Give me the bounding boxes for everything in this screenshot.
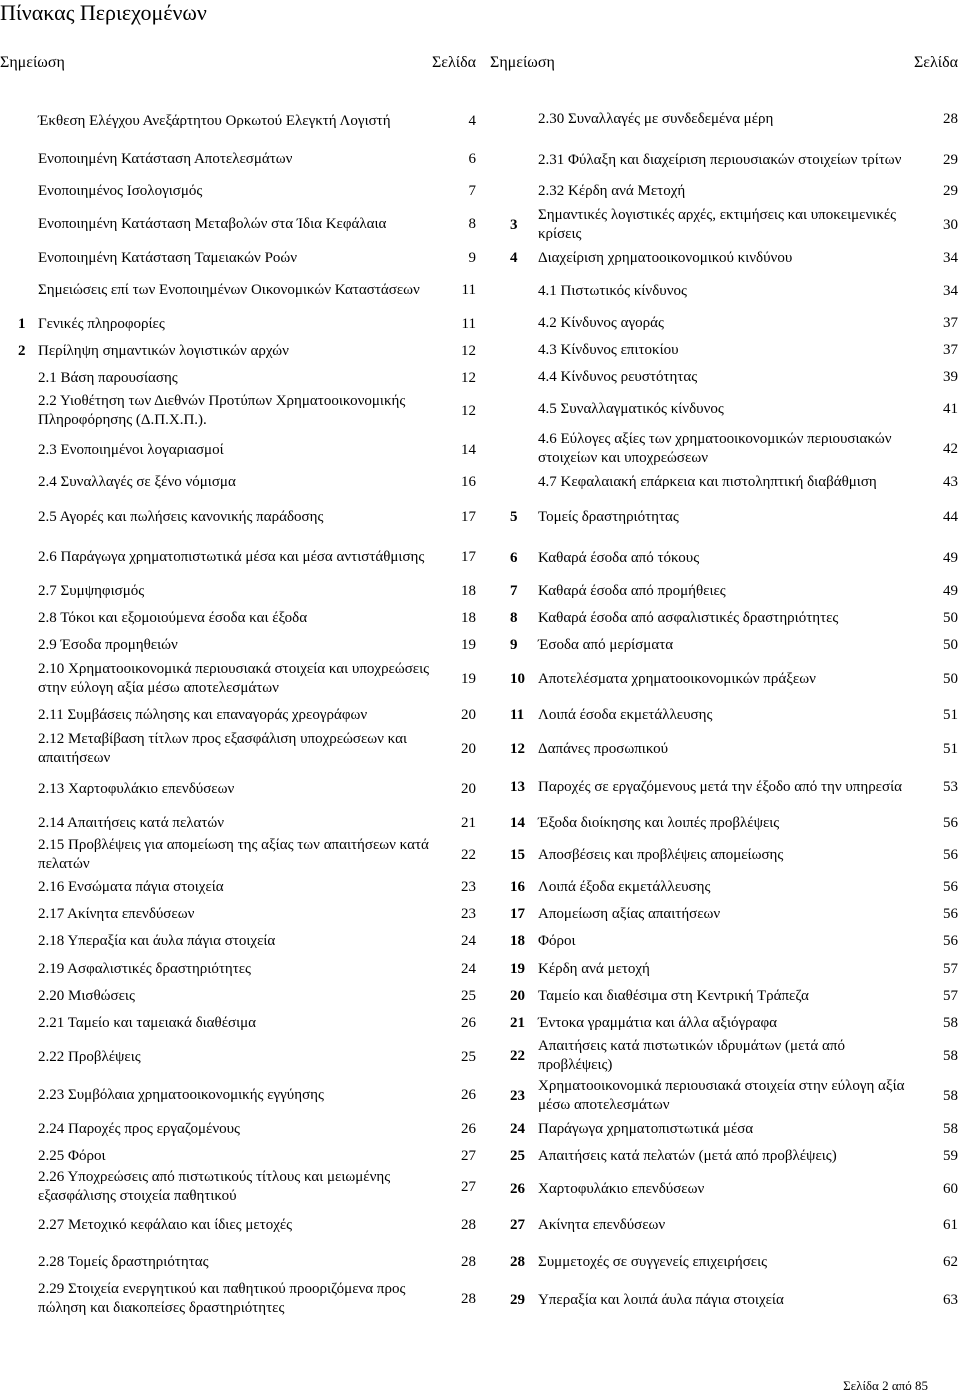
toc-entry[interactable] xyxy=(510,985,958,1007)
toc-entry-page: 11 xyxy=(461,281,476,298)
toc-entry[interactable] xyxy=(510,547,958,569)
toc-entry-page: 28 xyxy=(943,110,958,127)
toc-entry[interactable] xyxy=(510,930,958,952)
toc-entry[interactable] xyxy=(510,506,958,528)
toc-entry-title: Τομείς δραστηριότητας xyxy=(538,508,679,525)
page-title: Πίνακας Περιεχομένων xyxy=(0,0,207,25)
toc-entry-page: 49 xyxy=(943,549,958,566)
toc-entry-page: 58 xyxy=(943,1087,958,1104)
toc-entry[interactable] xyxy=(510,108,958,130)
toc-entry[interactable] xyxy=(0,392,476,430)
toc-entry-title: Ενοποιημένη Κατάσταση Αποτελεσμάτων xyxy=(38,150,293,167)
toc-entry-page: 49 xyxy=(943,582,958,599)
toc-entry-title: Σημαντικές λογιστικές αρχές, εκτιμήσεις και υποκειμενικές κρίσεις xyxy=(538,207,897,242)
note-column-label: Σημείωση xyxy=(490,54,555,71)
toc-entry-page: 61 xyxy=(943,1216,958,1233)
toc-entry-title: 2.31 Φύλαξη και διαχείριση περιουσιακών στοιχείων τρίτων xyxy=(538,151,902,168)
toc-entry-number: 19 xyxy=(510,960,525,977)
toc-entry-title: 2.16 Ενσώματα πάγια στοιχεία xyxy=(38,878,224,895)
toc-entry[interactable] xyxy=(0,1251,476,1273)
toc-entry-page: 56 xyxy=(943,932,958,949)
toc-entry[interactable] xyxy=(510,903,958,925)
toc-entry-page: 23 xyxy=(461,905,476,922)
toc-entry-title: 2.19 Ασφαλιστικές δραστηριότητες xyxy=(38,960,251,977)
toc-entry-page: 63 xyxy=(943,1291,958,1308)
toc-entry[interactable] xyxy=(0,876,476,898)
toc-entry-page: 58 xyxy=(943,1047,958,1064)
toc-entry-title: 2.3 Ενοποιημένοι λογαριασμοί xyxy=(38,441,224,458)
toc-entry-title: 2.32 Κέρδη ανά Μετοχή xyxy=(538,182,686,199)
toc-entry[interactable] xyxy=(510,844,958,866)
toc-entry[interactable] xyxy=(0,439,476,461)
toc-entry-page: 51 xyxy=(943,706,958,723)
toc-entry-title: 2.13 Χαρτοφυλάκιο επενδύσεων xyxy=(38,780,235,797)
toc-entry-page: 25 xyxy=(461,1048,476,1065)
toc-entry-title: Καθαρά έσοδα από προμήθειες xyxy=(538,582,726,599)
toc-entry-page: 28 xyxy=(461,1290,476,1307)
toc-entry-title: 2.26 Υποχρεώσεις από πιστωτικούς τίτλους και μειωμένης εξασφάλισης στοιχεία παθητικού xyxy=(38,1169,391,1204)
toc-entry-title: 2.12 Μεταβίβαση τίτλων προς εξασφάλιση υποχρεώσεων και απαιτήσεων xyxy=(38,731,408,766)
toc-entry-title: 2.8 Τόκοι και εξομοιούμενα έσοδα και έξοδα xyxy=(38,609,308,626)
toc-entry-page: 56 xyxy=(943,878,958,895)
toc-entry-page: 7 xyxy=(468,182,476,199)
toc-entry-title: Δαπάνες προσωπικού xyxy=(538,740,668,757)
toc-entry-title: Αποτελέσματα χρηματοοικονομικών πράξεων xyxy=(538,670,816,687)
toc-entry[interactable] xyxy=(0,1145,476,1167)
toc-entry[interactable] xyxy=(510,607,958,629)
toc-entry[interactable] xyxy=(0,776,476,802)
toc-entry-page: 20 xyxy=(461,740,476,757)
toc-entry-page: 53 xyxy=(943,778,958,795)
toc-entry[interactable] xyxy=(510,141,958,179)
toc-entry-page: 57 xyxy=(943,987,958,1004)
toc-entry-number: 25 xyxy=(510,1147,525,1164)
toc-entry[interactable] xyxy=(0,1280,476,1318)
toc-entry-title: 2.2 Υιοθέτηση των Διεθνών Προτύπων Χρηματοοικονομικής Πληροφόρησης (Δ.Π.Χ.Π.). xyxy=(38,393,406,428)
toc-entry[interactable] xyxy=(0,1214,476,1236)
toc-entry[interactable] xyxy=(0,1084,476,1106)
toc-entry-title: 2.27 Μετοχικό κεφάλαιο και ίδιες μετοχές xyxy=(38,1216,293,1233)
toc-entry-page: 11 xyxy=(461,315,476,332)
toc-entry[interactable] xyxy=(510,1178,958,1200)
toc-entry-title: Ενοποιημένος Ισολογισμός xyxy=(38,182,203,199)
toc-entry-page: 8 xyxy=(468,215,476,232)
toc-entry-page: 24 xyxy=(461,932,476,949)
toc-entry-title: Παροχές σε εργαζόμενους μετά την έξοδο από την υπηρεσία xyxy=(538,778,902,795)
toc-entry-title: Χαρτοφυλάκιο επενδύσεων xyxy=(538,1180,705,1197)
toc-entry[interactable] xyxy=(510,668,958,690)
toc-entry-number: 3 xyxy=(510,216,518,233)
toc-entry-number: 24 xyxy=(510,1120,525,1137)
toc-entry-title: Περίληψη σημαντικών λογιστικών αρχών xyxy=(38,342,289,359)
toc-entry[interactable] xyxy=(510,1214,958,1236)
toc-left-column xyxy=(0,0,476,1395)
toc-entry-title: Σημειώσεις επί των Ενοποιημένων Οικονομικών Καταστάσεων xyxy=(38,281,420,298)
toc-entry-title: 2.17 Ακίνητα επενδύσεων xyxy=(38,905,195,922)
toc-entry[interactable] xyxy=(0,102,476,140)
toc-entry[interactable] xyxy=(0,148,476,170)
toc-entry-number: 26 xyxy=(510,1180,525,1197)
toc-entry[interactable] xyxy=(0,1012,476,1034)
toc-entry-title: Συμμετοχές σε συγγενείς επιχειρήσεις xyxy=(538,1253,768,1270)
toc-entry-number: 15 xyxy=(510,846,525,863)
toc-entry-page: 56 xyxy=(943,814,958,831)
toc-entry-title: 2.5 Αγορές και πωλήσεις κανονικής παράδοσης xyxy=(38,508,324,525)
toc-entry-page: 28 xyxy=(461,1216,476,1233)
toc-entry-page: 56 xyxy=(943,905,958,922)
toc-entry-page: 23 xyxy=(461,878,476,895)
toc-entry-title: Ταμείο και διαθέσιμα στη Κεντρική Τράπεζα xyxy=(538,987,809,1004)
toc-entry-page: 50 xyxy=(943,670,958,687)
toc-entry-page: 34 xyxy=(943,249,958,266)
toc-entry-page: 14 xyxy=(461,441,476,458)
toc-entry[interactable] xyxy=(0,903,476,925)
toc-entry-title: Διαχείριση χρηματοοικονομικού κινδύνου xyxy=(538,249,793,266)
toc-entry-title: Χρηματοοικονομικά περιουσιακά στοιχεία στην εύλογη αξία μέσω αποτελεσμάτων xyxy=(538,1078,905,1113)
toc-entry-title: 4.5 Συναλλαγματικός κίνδυνος xyxy=(538,400,724,417)
toc-entry-title: 2.15 Προβλέψεις για απομείωση της αξίας των απαιτήσεων κατά πελατών xyxy=(38,837,429,872)
toc-entry-title: 2.28 Τομείς δραστηριότητας xyxy=(38,1253,209,1270)
toc-entry-title: 2.23 Συμβόλαια χρηματοοικονομικής εγγύησης xyxy=(38,1086,324,1103)
toc-entry[interactable] xyxy=(510,958,958,980)
toc-entry-title: 2.9 Έσοδα προμηθειών xyxy=(38,636,178,653)
toc-entry-page: 50 xyxy=(943,609,958,626)
toc-entry-title: 4.1 Πιστωτικός κίνδυνος xyxy=(538,282,687,299)
toc-entry[interactable] xyxy=(510,180,958,202)
toc-entry[interactable] xyxy=(510,205,958,245)
toc-entry-page: 18 xyxy=(461,609,476,626)
toc-entry-number: 12 xyxy=(510,740,525,757)
toc-entry[interactable] xyxy=(0,812,476,834)
toc-entry-title: Παράγωγα χρηματοπιστωτικά μέσα xyxy=(538,1120,754,1137)
toc-entry-title: Έσοδα από μερίσματα xyxy=(538,636,674,653)
toc-entry[interactable] xyxy=(510,398,958,420)
toc-entry[interactable] xyxy=(510,1289,958,1311)
toc-entry-page: 39 xyxy=(943,368,958,385)
toc-entry-title: Φόροι xyxy=(538,932,576,949)
toc-entry[interactable] xyxy=(510,1118,958,1140)
toc-entry[interactable] xyxy=(510,876,958,898)
toc-entry-page: 12 xyxy=(461,342,476,359)
toc-entry-page: 19 xyxy=(461,636,476,653)
toc-entry[interactable] xyxy=(510,1012,958,1034)
toc-entry[interactable] xyxy=(510,767,958,807)
toc-entry-title: 2.14 Απαιτήσεις κατά πελατών xyxy=(38,814,225,831)
toc-entry[interactable] xyxy=(510,312,958,334)
page-column-label: Σελίδα xyxy=(913,54,958,71)
toc-entry-title: 2.20 Μισθώσεις xyxy=(38,987,135,1004)
toc-entry-title: 2.11 Συμβάσεις πώλησης και επαναγοράς χρεογράφων xyxy=(38,706,368,723)
toc-entry[interactable] xyxy=(0,1038,476,1076)
toc-entry-title: 4.7 Κεφαλαιακή επάρκεια και πιστοληπτική διαβάθμιση xyxy=(538,473,877,490)
toc-entry-page: 20 xyxy=(461,706,476,723)
toc-entry-title: Απαιτήσεις κατά πελατών (μετά από προβλέψεις) xyxy=(538,1147,837,1164)
toc-entry-page: 30 xyxy=(943,216,958,233)
toc-entry-page: 57 xyxy=(943,960,958,977)
toc-entry[interactable] xyxy=(0,538,476,576)
toc-entry-number: 21 xyxy=(510,1014,525,1031)
toc-entry-number: 2 xyxy=(18,342,26,359)
toc-entry-title: 2.22 Προβλέψεις xyxy=(38,1048,141,1065)
toc-entry-title: 2.6 Παράγωγα χρηματοπιστωτικά μέσα και μέσα αντιστάθμισης xyxy=(38,548,425,565)
toc-entry[interactable] xyxy=(0,206,476,242)
toc-entry-number: 7 xyxy=(510,582,518,599)
toc-entry-page: 12 xyxy=(461,369,476,386)
toc-entry-page: 26 xyxy=(461,1014,476,1031)
toc-entry[interactable] xyxy=(0,634,476,656)
page-column-label: Σελίδα xyxy=(431,54,476,71)
toc-entry[interactable] xyxy=(0,607,476,629)
toc-entry-page: 51 xyxy=(943,740,958,757)
toc-entry[interactable] xyxy=(0,471,476,493)
toc-entry[interactable] xyxy=(0,506,476,528)
toc-entry-number: 10 xyxy=(510,670,525,687)
toc-entry-page: 37 xyxy=(943,341,958,358)
toc-entry[interactable] xyxy=(510,738,958,760)
toc-entry[interactable] xyxy=(510,1251,958,1273)
toc-entry-number: 16 xyxy=(510,878,525,895)
toc-entry-page: 42 xyxy=(943,440,958,457)
toc-entry-page: 26 xyxy=(461,1120,476,1137)
toc-entry[interactable] xyxy=(510,471,958,493)
toc-entry-number: 9 xyxy=(510,636,518,653)
toc-entry-title: 2.21 Ταμείο και ταμειακά διαθέσιμα xyxy=(38,1014,257,1031)
toc-entry-number: 28 xyxy=(510,1253,525,1270)
toc-entry[interactable] xyxy=(510,812,958,834)
toc-entry-title: 2.29 Στοιχεία ενεργητικού και παθητικού προοριζόμενα προς πώληση και διακοπείσες δραστηριότητες xyxy=(38,1281,406,1316)
toc-entry-title: Κέρδη ανά μετοχή xyxy=(538,960,650,977)
toc-right-column xyxy=(510,0,958,1395)
toc-entry[interactable] xyxy=(510,704,958,726)
toc-entry[interactable] xyxy=(510,429,958,469)
toc-entry-title: 2.25 Φόροι xyxy=(38,1147,106,1164)
toc-entry-title: Απομείωση αξίας απαιτήσεων xyxy=(538,905,721,922)
toc-entry-title: 2.24 Παροχές προς εργαζομένους xyxy=(38,1120,240,1137)
toc-entry-page: 50 xyxy=(943,636,958,653)
toc-entry-page: 27 xyxy=(461,1147,476,1164)
toc-entry-title: 2.10 Χρηματοοικονομικά περιουσιακά στοιχεία και υποχρεώσεις στην εύλογη αξία μέσω αποτελεσμάτων xyxy=(38,661,430,696)
toc-entry[interactable] xyxy=(0,1118,476,1140)
toc-entry-page: 59 xyxy=(943,1147,958,1164)
toc-entry-number: 13 xyxy=(510,778,525,795)
toc-entry[interactable] xyxy=(510,1036,958,1076)
toc-entry-title: Καθαρά έσοδα από ασφαλιστικές δραστηριότητες xyxy=(538,609,839,626)
toc-entry-page: 60 xyxy=(943,1180,958,1197)
toc-entry-title: Ενοποιημένη Κατάσταση Μεταβολών στα Ίδια Κεφάλαια xyxy=(38,215,387,232)
toc-entry-number: 1 xyxy=(18,315,26,332)
toc-entry-title: Έκθεση Ελέγχου Ανεξάρτητου Ορκωτού Ελεγκτή Λογιστή xyxy=(38,112,391,129)
toc-entry-page: 58 xyxy=(943,1014,958,1031)
toc-entry[interactable] xyxy=(0,704,476,726)
toc-entry-number: 6 xyxy=(510,549,518,566)
toc-entry-page: 44 xyxy=(943,508,958,525)
toc-entry-page: 9 xyxy=(468,249,476,266)
toc-entry[interactable] xyxy=(0,660,476,698)
toc-entry-number: 27 xyxy=(510,1216,525,1233)
toc-entry-page: 27 xyxy=(461,1178,476,1195)
toc-entry-title: Έξοδα διοίκησης και λοιπές προβλέψεις xyxy=(538,814,780,831)
toc-entry-page: 12 xyxy=(461,402,476,419)
toc-entry-page: 18 xyxy=(461,582,476,599)
toc-entry-title: Απαιτήσεις κατά πιστωτικών ιδρυμάτων (μετά από προβλέψεις) xyxy=(538,1038,845,1073)
toc-entry[interactable] xyxy=(0,958,476,980)
toc-entry[interactable] xyxy=(510,247,958,269)
toc-entry-title: 2.30 Συναλλαγές με συνδεδεμένα μέρη xyxy=(538,110,774,127)
toc-entry-page: 56 xyxy=(943,846,958,863)
toc-entry-page: 34 xyxy=(943,282,958,299)
toc-entry-page: 16 xyxy=(461,473,476,490)
toc-entry-number: 11 xyxy=(510,706,525,723)
toc-entry-page: 58 xyxy=(943,1120,958,1137)
toc-entry-page: 21 xyxy=(461,814,476,831)
toc-entry-number: 14 xyxy=(510,814,525,831)
toc-entry-title: Αποσβέσεις και προβλέψεις απομείωσης xyxy=(538,846,784,863)
toc-entry[interactable] xyxy=(0,985,476,1007)
toc-entry[interactable] xyxy=(510,366,958,388)
toc-entry-page: 4 xyxy=(468,112,476,129)
toc-entry-page: 20 xyxy=(461,780,476,797)
toc-entry-page: 6 xyxy=(468,150,476,167)
toc-entry-title: Λοιπά έσοδα εκμετάλλευσης xyxy=(538,706,713,723)
toc-entry[interactable] xyxy=(510,1145,958,1167)
toc-entry-page: 62 xyxy=(943,1253,958,1270)
toc-entry-number: 23 xyxy=(510,1087,525,1104)
toc-entry-page: 26 xyxy=(461,1086,476,1103)
toc-entry-title: 2.4 Συναλλαγές σε ξένο νόμισμα xyxy=(38,473,236,490)
toc-entry-title: Γενικές πληροφορίες xyxy=(38,315,165,332)
toc-entry-page: 22 xyxy=(461,846,476,863)
toc-entry-title: Ακίνητα επενδύσεων xyxy=(538,1216,666,1233)
toc-entry[interactable] xyxy=(0,340,476,362)
toc-entry-title: Ενοποιημένη Κατάσταση Ταμειακών Ροών xyxy=(38,249,298,266)
toc-entry-title: Λοιπά έξοδα εκμετάλλευσης xyxy=(538,878,711,895)
toc-entry-title: 4.4 Κίνδυνος ρευστότητας xyxy=(538,368,698,385)
toc-entry-page: 17 xyxy=(461,548,476,565)
toc-entry-page: 43 xyxy=(943,473,958,490)
toc-entry[interactable] xyxy=(510,339,958,361)
toc-entry-title: 4.3 Κίνδυνος επιτοκίου xyxy=(538,341,679,358)
toc-entry-title: 4.2 Κίνδυνος αγοράς xyxy=(538,314,664,331)
toc-entry[interactable] xyxy=(0,367,476,389)
toc-entry-page: 17 xyxy=(461,508,476,525)
toc-entry-title: Καθαρά έσοδα από τόκους xyxy=(538,549,700,566)
toc-entry[interactable] xyxy=(510,580,958,602)
toc-entry-title: Έντοκα γραμμάτια και άλλα αξιόγραφα xyxy=(538,1014,777,1031)
toc-entry-number: 18 xyxy=(510,932,525,949)
toc-entry[interactable] xyxy=(0,313,476,335)
toc-entry[interactable] xyxy=(510,280,958,302)
toc-entry-title: 2.7 Συμψηφισμός xyxy=(38,582,145,599)
toc-entry[interactable] xyxy=(0,270,476,310)
toc-entry[interactable] xyxy=(0,245,476,271)
toc-entry-number: 5 xyxy=(510,508,518,525)
toc-entry-number: 4 xyxy=(510,249,518,266)
toc-entry-page: 37 xyxy=(943,314,958,331)
toc-entry[interactable] xyxy=(510,634,958,656)
toc-entry-number: 8 xyxy=(510,609,518,626)
toc-entry-title: 2.18 Υπεραξία και άυλα πάγια στοιχεία xyxy=(38,932,276,949)
toc-entry-page: 25 xyxy=(461,987,476,1004)
toc-entry-page: 29 xyxy=(943,182,958,199)
toc-entry-number: 17 xyxy=(510,905,525,922)
toc-entry-title: Υπεραξία και λοιπά άυλα πάγια στοιχεία xyxy=(538,1291,784,1308)
toc-entry-number: 22 xyxy=(510,1047,525,1064)
toc-entry-page: 28 xyxy=(461,1253,476,1270)
toc-entry-page: 19 xyxy=(461,670,476,687)
toc-entry-page: 41 xyxy=(943,400,958,417)
toc-entry[interactable] xyxy=(0,836,476,874)
toc-entry[interactable] xyxy=(510,1076,958,1116)
toc-entry-number: 20 xyxy=(510,987,525,1004)
toc-entry-page: 29 xyxy=(943,151,958,168)
note-column-label: Σημείωση xyxy=(0,54,65,71)
toc-entry-title: 2.1 Βάση παρουσίασης xyxy=(38,369,178,386)
toc-entry-number: 29 xyxy=(510,1291,525,1308)
toc-entry[interactable] xyxy=(0,1168,476,1206)
page-footer: Σελίδα 2 από 85 xyxy=(843,1378,928,1393)
toc-entry[interactable] xyxy=(0,180,476,202)
toc-entry[interactable] xyxy=(0,730,476,768)
toc-entry-title: 4.6 Εύλογες αξίες των χρηματοοικονομικών περιουσιακών στοιχείων και υποχρεώσεων xyxy=(538,431,892,466)
toc-entry[interactable] xyxy=(0,580,476,602)
toc-entry[interactable] xyxy=(0,930,476,952)
toc-entry-page: 24 xyxy=(461,960,476,977)
